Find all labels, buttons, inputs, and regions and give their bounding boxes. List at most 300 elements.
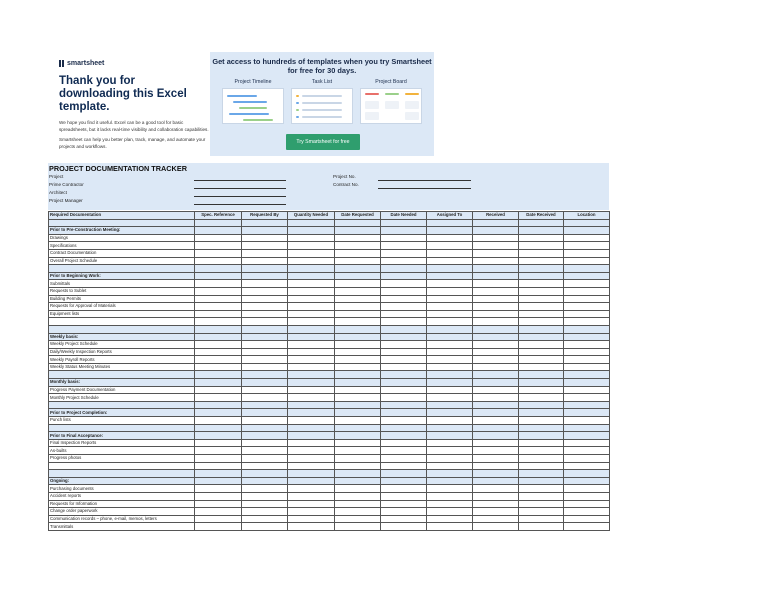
table-cell[interactable]	[335, 462, 381, 470]
table-cell[interactable]	[427, 424, 473, 432]
table-cell[interactable]	[195, 265, 242, 273]
table-cell[interactable]	[288, 417, 335, 425]
table-cell[interactable]	[427, 325, 473, 333]
table-cell[interactable]	[473, 477, 519, 485]
table-cell[interactable]	[427, 318, 473, 326]
table-cell[interactable]	[564, 462, 610, 470]
table-cell[interactable]	[242, 325, 288, 333]
table-cell[interactable]	[519, 439, 564, 447]
table-cell[interactable]	[288, 508, 335, 516]
table-cell[interactable]	[564, 310, 610, 318]
table-cell[interactable]	[381, 280, 427, 288]
table-cell[interactable]	[473, 394, 519, 402]
table-cell[interactable]	[195, 227, 242, 235]
table-cell[interactable]	[519, 386, 564, 394]
table-cell[interactable]	[335, 492, 381, 500]
table-cell[interactable]	[473, 310, 519, 318]
table-cell[interactable]	[335, 272, 381, 280]
table-cell[interactable]	[519, 432, 564, 440]
table-cell[interactable]	[49, 470, 195, 478]
table-cell[interactable]	[242, 447, 288, 455]
table-cell[interactable]	[335, 219, 381, 227]
table-cell[interactable]	[473, 455, 519, 463]
table-cell[interactable]	[519, 447, 564, 455]
table-cell[interactable]	[242, 523, 288, 531]
table-cell[interactable]	[427, 492, 473, 500]
table-cell[interactable]	[427, 227, 473, 235]
table-cell[interactable]	[242, 303, 288, 311]
table-cell[interactable]	[288, 280, 335, 288]
table-cell[interactable]	[427, 287, 473, 295]
table-cell[interactable]	[335, 325, 381, 333]
table-cell[interactable]	[427, 280, 473, 288]
table-cell[interactable]	[288, 249, 335, 257]
table-cell[interactable]	[242, 257, 288, 265]
table-cell[interactable]	[288, 257, 335, 265]
table-cell[interactable]	[242, 439, 288, 447]
table-cell[interactable]	[242, 492, 288, 500]
table-cell[interactable]	[195, 318, 242, 326]
table-cell[interactable]	[519, 417, 564, 425]
table-cell[interactable]	[335, 257, 381, 265]
table-cell[interactable]	[195, 477, 242, 485]
table-cell[interactable]	[564, 234, 610, 242]
table-cell[interactable]	[519, 424, 564, 432]
table-cell[interactable]	[381, 508, 427, 516]
table-cell[interactable]	[564, 508, 610, 516]
table-cell[interactable]	[519, 523, 564, 531]
table-cell[interactable]	[519, 500, 564, 508]
table-cell[interactable]	[335, 455, 381, 463]
table-cell[interactable]	[288, 363, 335, 371]
table-cell[interactable]	[564, 500, 610, 508]
promo-banner[interactable]	[210, 52, 434, 156]
table-cell[interactable]	[381, 363, 427, 371]
table-cell[interactable]	[519, 303, 564, 311]
table-cell[interactable]	[195, 492, 242, 500]
table-cell[interactable]	[381, 477, 427, 485]
table-cell[interactable]	[564, 318, 610, 326]
table-cell[interactable]	[288, 485, 335, 493]
table-cell[interactable]	[519, 318, 564, 326]
table-cell[interactable]	[519, 265, 564, 273]
table-cell[interactable]	[564, 371, 610, 379]
table-cell[interactable]	[195, 439, 242, 447]
table-cell[interactable]	[519, 219, 564, 227]
table-cell[interactable]	[242, 470, 288, 478]
table-cell[interactable]	[564, 242, 610, 250]
table-cell[interactable]	[427, 242, 473, 250]
table-cell[interactable]	[381, 265, 427, 273]
table-cell[interactable]	[519, 348, 564, 356]
table-cell[interactable]	[427, 379, 473, 387]
table-cell[interactable]	[427, 455, 473, 463]
table-cell[interactable]	[473, 234, 519, 242]
table-cell[interactable]	[335, 280, 381, 288]
table-cell[interactable]	[242, 515, 288, 523]
table-cell[interactable]	[564, 265, 610, 273]
table-cell[interactable]	[473, 485, 519, 493]
table-cell[interactable]	[473, 432, 519, 440]
table-cell[interactable]	[564, 432, 610, 440]
table-cell[interactable]	[242, 341, 288, 349]
table-cell[interactable]	[381, 455, 427, 463]
table-cell[interactable]	[288, 500, 335, 508]
table-cell[interactable]	[564, 303, 610, 311]
table-cell[interactable]	[519, 508, 564, 516]
table-cell[interactable]	[195, 455, 242, 463]
table-cell[interactable]	[473, 409, 519, 417]
table-cell[interactable]	[473, 242, 519, 250]
table-cell[interactable]	[288, 447, 335, 455]
table-cell[interactable]	[427, 447, 473, 455]
table-cell[interactable]	[195, 462, 242, 470]
table-cell[interactable]	[335, 508, 381, 516]
table-cell[interactable]	[288, 356, 335, 364]
table-cell[interactable]	[381, 439, 427, 447]
table-cell[interactable]	[335, 447, 381, 455]
table-cell[interactable]	[335, 401, 381, 409]
table-cell[interactable]	[519, 234, 564, 242]
table-cell[interactable]	[381, 234, 427, 242]
table-cell[interactable]	[519, 379, 564, 387]
table-cell[interactable]	[335, 234, 381, 242]
table-cell[interactable]	[427, 333, 473, 341]
table-cell[interactable]	[195, 348, 242, 356]
table-cell[interactable]	[381, 401, 427, 409]
table-cell[interactable]	[335, 432, 381, 440]
table-cell[interactable]	[288, 287, 335, 295]
table-cell[interactable]	[242, 485, 288, 493]
table-cell[interactable]	[473, 492, 519, 500]
table-cell[interactable]	[427, 356, 473, 364]
table-cell[interactable]	[473, 462, 519, 470]
table-cell[interactable]	[288, 227, 335, 235]
table-cell[interactable]	[335, 318, 381, 326]
table-cell[interactable]	[381, 379, 427, 387]
table-cell[interactable]	[242, 394, 288, 402]
table-cell[interactable]	[195, 386, 242, 394]
table-cell[interactable]	[195, 470, 242, 478]
table-cell[interactable]	[427, 477, 473, 485]
table-cell[interactable]	[288, 333, 335, 341]
table-cell[interactable]	[381, 356, 427, 364]
try-smartsheet-button[interactable]: Try Smartsheet for free	[286, 134, 360, 150]
table-cell[interactable]	[288, 318, 335, 326]
table-cell[interactable]	[473, 356, 519, 364]
table-cell[interactable]	[427, 508, 473, 516]
table-cell[interactable]	[427, 265, 473, 273]
table-cell[interactable]	[564, 356, 610, 364]
table-cell[interactable]	[519, 257, 564, 265]
table-cell[interactable]	[195, 280, 242, 288]
table-cell[interactable]	[381, 318, 427, 326]
table-cell[interactable]	[381, 485, 427, 493]
table-cell[interactable]	[473, 424, 519, 432]
table-cell[interactable]	[381, 470, 427, 478]
table-cell[interactable]	[242, 379, 288, 387]
table-cell[interactable]	[242, 477, 288, 485]
table-cell[interactable]	[427, 295, 473, 303]
table-cell[interactable]	[564, 272, 610, 280]
table-cell[interactable]	[335, 477, 381, 485]
table-cell[interactable]	[427, 470, 473, 478]
table-cell[interactable]	[564, 394, 610, 402]
table-cell[interactable]	[242, 280, 288, 288]
table-cell[interactable]	[288, 265, 335, 273]
table-cell[interactable]	[288, 439, 335, 447]
table-cell[interactable]	[195, 447, 242, 455]
table-cell[interactable]	[564, 257, 610, 265]
table-cell[interactable]	[195, 272, 242, 280]
table-cell[interactable]	[427, 303, 473, 311]
table-cell[interactable]	[473, 508, 519, 516]
table-cell[interactable]	[288, 371, 335, 379]
table-cell[interactable]	[288, 348, 335, 356]
table-cell[interactable]	[473, 500, 519, 508]
prime-contractor-input-line[interactable]	[194, 188, 286, 189]
table-cell[interactable]	[427, 500, 473, 508]
table-cell[interactable]	[473, 379, 519, 387]
table-cell[interactable]	[519, 401, 564, 409]
table-cell[interactable]	[519, 455, 564, 463]
table-cell[interactable]	[473, 287, 519, 295]
table-cell[interactable]	[427, 272, 473, 280]
table-cell[interactable]	[288, 379, 335, 387]
table-cell[interactable]	[195, 234, 242, 242]
table-cell[interactable]	[49, 265, 195, 273]
table-cell[interactable]	[381, 272, 427, 280]
table-cell[interactable]	[195, 356, 242, 364]
table-cell[interactable]	[195, 371, 242, 379]
table-cell[interactable]	[381, 462, 427, 470]
table-cell[interactable]	[519, 341, 564, 349]
table-cell[interactable]	[195, 249, 242, 257]
table-cell[interactable]	[195, 219, 242, 227]
table-cell[interactable]	[427, 219, 473, 227]
table-cell[interactable]	[564, 477, 610, 485]
table-cell[interactable]	[564, 341, 610, 349]
table-cell[interactable]	[242, 219, 288, 227]
table-cell[interactable]	[335, 371, 381, 379]
table-cell[interactable]	[288, 455, 335, 463]
table-cell[interactable]	[242, 242, 288, 250]
table-cell[interactable]	[242, 234, 288, 242]
table-cell[interactable]	[195, 401, 242, 409]
table-cell[interactable]	[288, 310, 335, 318]
table-cell[interactable]	[473, 333, 519, 341]
table-cell[interactable]	[195, 287, 242, 295]
table-cell[interactable]	[242, 363, 288, 371]
table-cell[interactable]	[195, 379, 242, 387]
table-cell[interactable]	[288, 523, 335, 531]
table-cell[interactable]	[473, 401, 519, 409]
table-cell[interactable]	[519, 485, 564, 493]
table-cell[interactable]	[473, 386, 519, 394]
table-cell[interactable]	[242, 500, 288, 508]
table-cell[interactable]	[242, 356, 288, 364]
table-cell[interactable]	[381, 371, 427, 379]
table-cell[interactable]	[381, 447, 427, 455]
table-cell[interactable]	[519, 310, 564, 318]
table-cell[interactable]	[564, 295, 610, 303]
table-cell[interactable]	[427, 432, 473, 440]
table-cell[interactable]	[473, 295, 519, 303]
table-cell[interactable]	[195, 409, 242, 417]
table-cell[interactable]	[381, 333, 427, 341]
table-cell[interactable]	[381, 303, 427, 311]
table-cell[interactable]	[242, 227, 288, 235]
table-cell[interactable]	[519, 295, 564, 303]
table-cell[interactable]	[381, 500, 427, 508]
table-cell[interactable]	[335, 409, 381, 417]
table-cell[interactable]	[473, 318, 519, 326]
table-cell[interactable]	[335, 523, 381, 531]
table-cell[interactable]	[519, 249, 564, 257]
table-cell[interactable]	[473, 227, 519, 235]
table-cell[interactable]	[195, 257, 242, 265]
table-cell[interactable]	[195, 325, 242, 333]
table-cell[interactable]	[288, 295, 335, 303]
table-cell[interactable]	[381, 242, 427, 250]
table-cell[interactable]	[242, 409, 288, 417]
table-cell[interactable]	[381, 287, 427, 295]
table-cell[interactable]	[564, 333, 610, 341]
table-cell[interactable]	[381, 219, 427, 227]
table-cell[interactable]	[564, 424, 610, 432]
table-cell[interactable]	[427, 439, 473, 447]
table-cell[interactable]	[49, 219, 195, 227]
table-cell[interactable]	[564, 455, 610, 463]
table-cell[interactable]	[519, 325, 564, 333]
table-cell[interactable]	[288, 492, 335, 500]
table-cell[interactable]	[519, 477, 564, 485]
table-cell[interactable]	[381, 417, 427, 425]
table-cell[interactable]	[381, 348, 427, 356]
table-cell[interactable]	[427, 257, 473, 265]
table-cell[interactable]	[427, 417, 473, 425]
table-cell[interactable]	[381, 432, 427, 440]
table-cell[interactable]	[335, 310, 381, 318]
table-cell[interactable]	[519, 363, 564, 371]
table-cell[interactable]	[519, 515, 564, 523]
table-cell[interactable]	[195, 394, 242, 402]
table-cell[interactable]	[242, 295, 288, 303]
table-cell[interactable]	[335, 341, 381, 349]
table-cell[interactable]	[195, 523, 242, 531]
table-cell[interactable]	[427, 371, 473, 379]
table-cell[interactable]	[49, 401, 195, 409]
table-cell[interactable]	[288, 272, 335, 280]
table-cell[interactable]	[335, 227, 381, 235]
table-cell[interactable]	[519, 242, 564, 250]
table-cell[interactable]	[564, 492, 610, 500]
table-cell[interactable]	[195, 432, 242, 440]
table-cell[interactable]	[473, 348, 519, 356]
table-cell[interactable]	[195, 295, 242, 303]
table-cell[interactable]	[288, 341, 335, 349]
table-cell[interactable]	[195, 515, 242, 523]
table-cell[interactable]	[195, 508, 242, 516]
table-cell[interactable]	[242, 508, 288, 516]
table-cell[interactable]	[288, 409, 335, 417]
table-cell[interactable]	[564, 515, 610, 523]
table-cell[interactable]	[335, 348, 381, 356]
table-cell[interactable]	[519, 492, 564, 500]
table-cell[interactable]	[473, 515, 519, 523]
table-cell[interactable]	[335, 394, 381, 402]
table-cell[interactable]	[519, 371, 564, 379]
table-cell[interactable]	[381, 424, 427, 432]
table-cell[interactable]	[288, 424, 335, 432]
table-cell[interactable]	[335, 303, 381, 311]
table-cell[interactable]	[195, 363, 242, 371]
table-cell[interactable]	[473, 249, 519, 257]
table-cell[interactable]	[335, 485, 381, 493]
table-cell[interactable]	[473, 371, 519, 379]
table-cell[interactable]	[381, 325, 427, 333]
table-cell[interactable]	[519, 333, 564, 341]
table-cell[interactable]	[427, 515, 473, 523]
table-cell[interactable]	[195, 242, 242, 250]
table-cell[interactable]	[335, 424, 381, 432]
table-cell[interactable]	[335, 515, 381, 523]
table-cell[interactable]	[427, 485, 473, 493]
table-cell[interactable]	[381, 249, 427, 257]
table-cell[interactable]	[335, 386, 381, 394]
table-cell[interactable]	[381, 523, 427, 531]
table-cell[interactable]	[427, 401, 473, 409]
table-cell[interactable]	[381, 310, 427, 318]
table-cell[interactable]	[288, 401, 335, 409]
project-manager-input-line[interactable]	[194, 204, 286, 205]
table-cell[interactable]	[242, 424, 288, 432]
table-cell[interactable]	[49, 325, 195, 333]
table-cell[interactable]	[564, 287, 610, 295]
table-cell[interactable]	[519, 462, 564, 470]
table-cell[interactable]	[473, 523, 519, 531]
table-cell[interactable]	[335, 249, 381, 257]
table-cell[interactable]	[564, 227, 610, 235]
table-cell[interactable]	[427, 310, 473, 318]
table-cell[interactable]	[335, 287, 381, 295]
table-cell[interactable]	[335, 295, 381, 303]
table-cell[interactable]	[519, 280, 564, 288]
table-cell[interactable]	[427, 341, 473, 349]
table-cell[interactable]	[519, 356, 564, 364]
table-cell[interactable]	[288, 394, 335, 402]
table-cell[interactable]	[195, 424, 242, 432]
table-cell[interactable]	[564, 348, 610, 356]
contract-no-input-line[interactable]	[378, 188, 471, 189]
table-cell[interactable]	[242, 333, 288, 341]
table-cell[interactable]	[564, 417, 610, 425]
project-input-line[interactable]	[194, 180, 286, 181]
table-cell[interactable]	[473, 280, 519, 288]
table-cell[interactable]	[335, 356, 381, 364]
table-cell[interactable]	[288, 386, 335, 394]
table-cell[interactable]	[288, 470, 335, 478]
table-cell[interactable]	[381, 386, 427, 394]
table-cell[interactable]	[381, 295, 427, 303]
table-cell[interactable]	[473, 417, 519, 425]
table-cell[interactable]	[427, 462, 473, 470]
table-cell[interactable]	[381, 341, 427, 349]
table-cell[interactable]	[381, 394, 427, 402]
table-cell[interactable]	[564, 439, 610, 447]
table-cell[interactable]	[473, 265, 519, 273]
table-cell[interactable]	[195, 500, 242, 508]
